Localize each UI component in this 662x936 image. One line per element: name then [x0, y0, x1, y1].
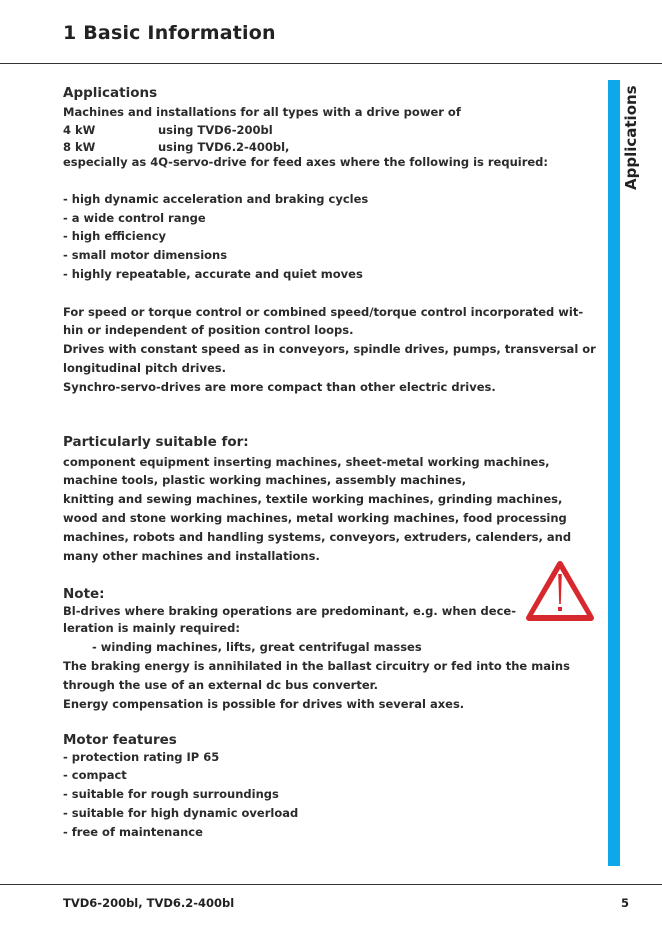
note-line: Bl-drives where braking operations are predominant, e.g. when dece-	[63, 604, 516, 619]
power-device: using TVD6-200bl	[158, 122, 273, 137]
applications-heading: Applications	[63, 85, 158, 101]
motor-feature-item: - compact	[63, 768, 127, 783]
side-tab-label: Applications	[622, 85, 640, 190]
note-line: Energy compensation is possible for drives with several axes.	[63, 696, 465, 711]
power-value: 8 kW	[63, 139, 96, 154]
header-divider	[0, 63, 662, 64]
applications-intro: Machines and installations for all types with a drive power of	[63, 105, 461, 119]
footer-model: TVD6-200bl, TVD6.2-400bl	[63, 896, 235, 910]
suitable-line: knitting and sewing machines, textile working machines, grinding machines,	[63, 492, 563, 507]
requirement-item: - high dynamic acceleration and braking cycles	[63, 191, 369, 206]
requirement-item: - a wide control range	[63, 210, 206, 225]
suitable-line: machine tools, plastic working machines, assembly machines,	[63, 473, 467, 488]
suitable-line: machines, robots and handling systems, conveyors, extruders, calenders, and	[63, 529, 572, 544]
applications-paragraph-line: Drives with constant speed as in conveyors, spindle drives, pumps, transversal or	[63, 342, 596, 357]
motor-feature-item: - suitable for rough surroundings	[63, 787, 279, 802]
page-number: 5	[621, 896, 630, 910]
suitable-line: wood and stone working machines, metal working machines, food processing	[63, 510, 567, 525]
requirement-intro: especially as 4Q-servo-drive for feed axes where the following is required:	[63, 154, 548, 169]
requirement-item: - highly repeatable, accurate and quiet moves	[63, 266, 363, 281]
applications-paragraph-line: Synchro-servo-drives are more compact than other electric drives.	[63, 379, 496, 394]
applications-paragraph-line: longitudinal pitch drives.	[63, 360, 226, 375]
note-heading: Note:	[63, 586, 105, 603]
main-content	[63, 83, 596, 842]
note-line: leration is mainly required:	[63, 621, 240, 636]
suitable-line: component equipment inserting machines, sheet-metal working machines,	[63, 454, 550, 469]
power-device: using TVD6.2-400bl,	[158, 139, 290, 154]
side-tab-bar	[608, 80, 620, 866]
motor-feature-item: - free of maintenance	[63, 824, 203, 839]
suitable-heading: Particularly suitable for:	[63, 433, 249, 450]
applications-paragraph-line: hin or independent of position control loops.	[63, 323, 354, 338]
note-line: The braking energy is annihilated in the ballast circuitry or fed into the mains	[63, 658, 570, 673]
motor-heading: Motor features	[63, 732, 177, 749]
requirement-item: - high efficiency	[63, 229, 167, 244]
footer-divider	[0, 884, 662, 885]
motor-feature-item: - protection rating IP 65	[63, 750, 220, 765]
power-row	[63, 139, 593, 155]
requirement-item: - small motor dimensions	[63, 248, 228, 263]
note-indented-item: - winding machines, lifts, great centrifugal masses	[92, 640, 422, 655]
suitable-line: many other machines and installations.	[63, 548, 320, 563]
motor-feature-item: - suitable for high dynamic overload	[63, 805, 299, 820]
power-row	[63, 122, 593, 139]
warning-triangle-icon	[525, 560, 595, 624]
page-title: 1 Basic Information	[63, 22, 276, 44]
applications-paragraph-line: For speed or torque control or combined speed/torque control incorporated wit-	[63, 304, 584, 319]
power-value: 4 kW	[63, 122, 96, 137]
note-line: through the use of an external dc bus converter.	[63, 677, 379, 692]
